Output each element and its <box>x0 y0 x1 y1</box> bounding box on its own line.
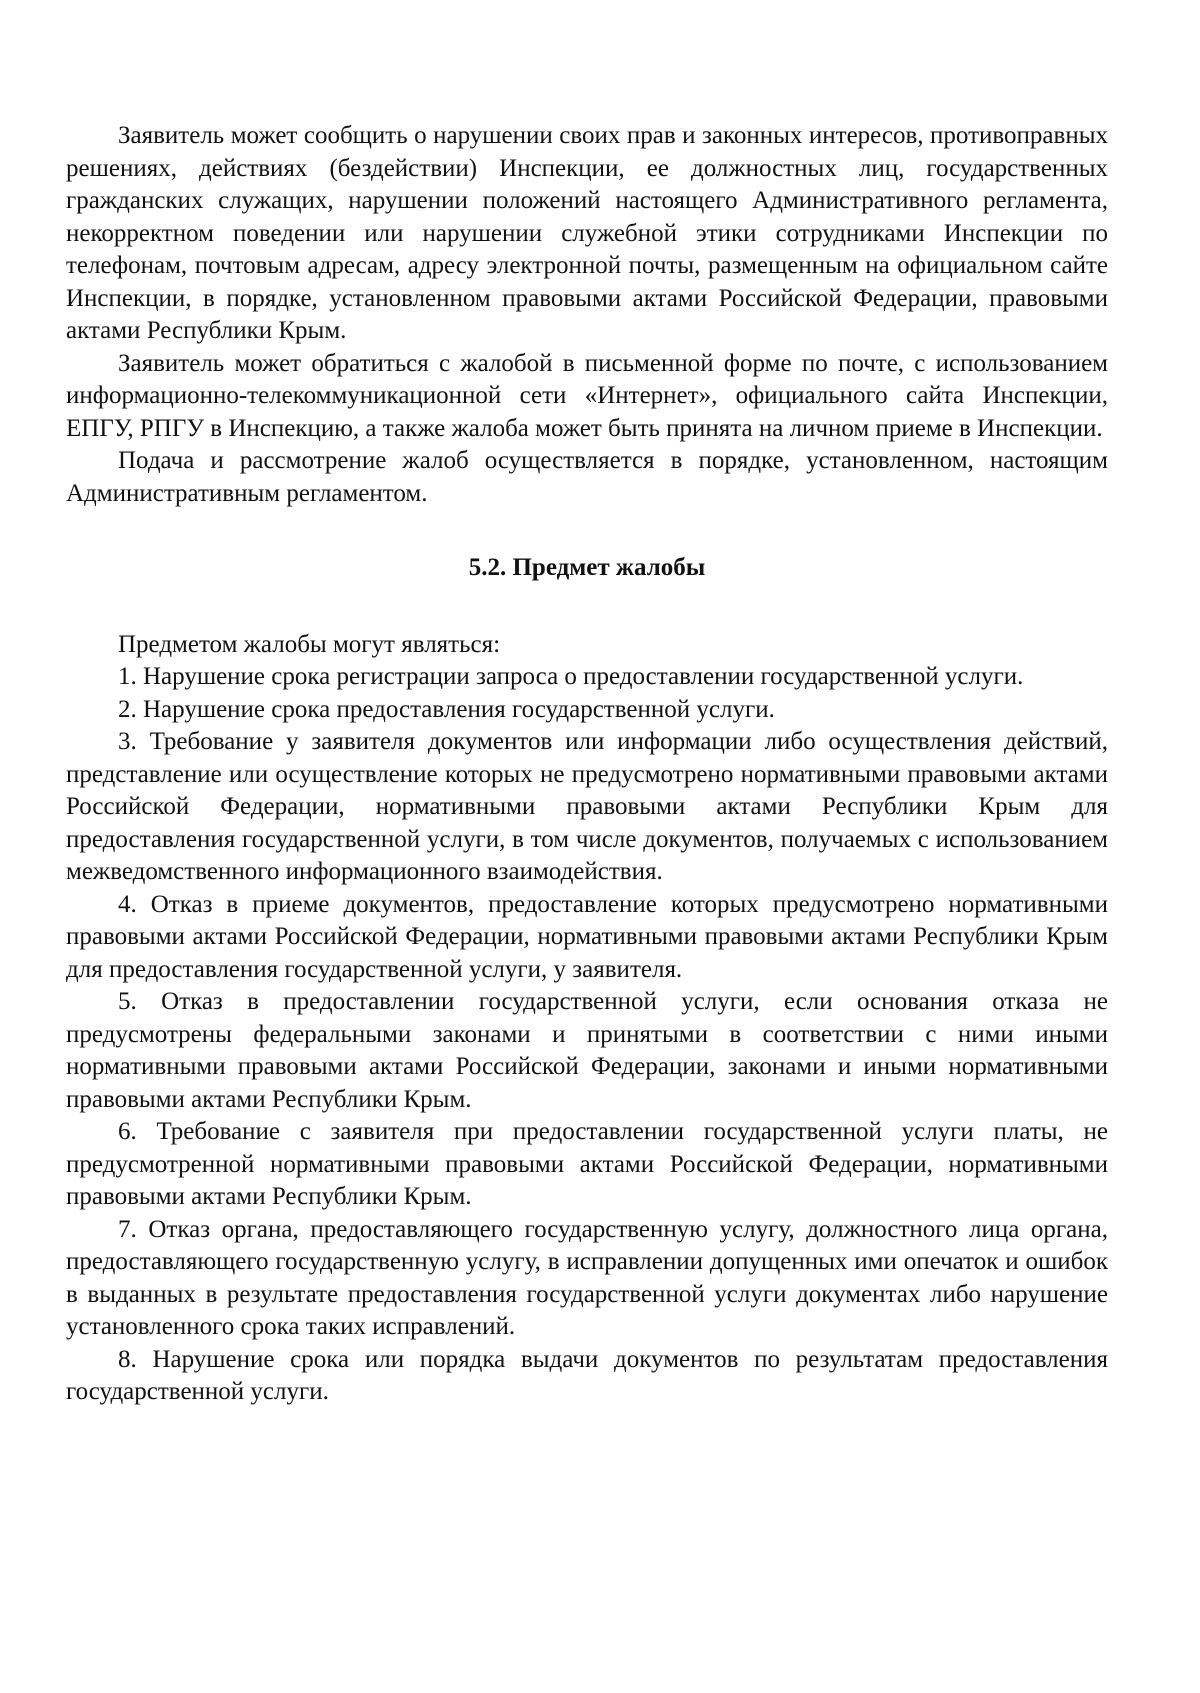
list-item: 1. Нарушение срока регистрации запроса о предоставлении государственной услуги. <box>118 663 1024 690</box>
paragraph-report-violation: Заявитель может сообщить о нарушении своих прав и законных интересов, противоправных решениях, действиях (бездействии) Инспекции, ее должностных лиц, государственных гражданских служащих, нарушении положений настоящего Административного регламента, некорректном поведении или нарушении служебной этики сотрудниками Инспекции по телефонам, почтовым адресам, адресу электронной почты, размещенным на официальном сайте Инспекции, в порядке, установленном правовыми актами Российской Федерации, правовыми актами Республики Крым. <box>66 122 1108 344</box>
list-item: 6. Требование с заявителя при предоставлении государственной услуги платы, не предусмотренной нормативными правовыми актами Российской Федерации, нормативными правовыми актами Республики Крым. <box>66 1118 1108 1210</box>
list-item: 5. Отказ в предоставлении государственной услуги, если основания отказа не предусмотрены федеральными законами и принятыми в соответствии с ними иными нормативными правовыми актами Российской Федерации, законами и иными нормативными правовыми актами Республики Крым. <box>66 988 1108 1113</box>
list-item: 3. Требование у заявителя документов или информации либо осуществления действий, представление или осуществление которых не предусмотрено нормативными правовыми актами Российской Федерации, нормативными правовыми актами Республики Крым для предоставления государственной услуги, в том числе документов, получаемых с использованием межведомственного информационного взаимодействия. <box>66 728 1108 885</box>
list-item: 7. Отказ органа, предоставляющего государственную услугу, должностного лица органа, предоставляющего государственную услугу, в исправлении допущенных ими опечаток и ошибок в выданных в результате предоставления государственной услуги документах либо нарушение установленного срока таких исправлений. <box>66 1215 1108 1340</box>
paragraph-complaint-procedure: Подача и рассмотрение жалоб осуществляется в порядке, установленном, настоящим Административным регламентом. <box>66 447 1108 507</box>
list-item: 2. Нарушение срока предоставления государственной услуги. <box>118 695 775 723</box>
section-lead: Предметом жалобы могут являться: <box>118 630 501 658</box>
document-body <box>66 120 1108 1409</box>
section-heading: 5.2. Предмет жалобы <box>468 554 706 581</box>
list-item: 8. Нарушение срока или порядка выдачи документов по результатам предоставления государственной услуги. <box>66 1345 1108 1405</box>
paragraph-written-complaint: Заявитель может обратиться с жалобой в письменной форме по почте, с использованием информационно-телекоммуникационной сети «Интернет», официального сайта Инспекции, ЕПГУ, РПГУ в Инспекцию, а также жалоба может быть принята на личном приеме в Инспекции. <box>66 349 1108 442</box>
list-item: 4. Отказ в приеме документов, предоставление которых предусмотрено нормативными правовыми актами Российской Федерации, нормативными правовыми актами Республики Крым для предоставления государственной услуги, у заявителя. <box>66 890 1108 983</box>
